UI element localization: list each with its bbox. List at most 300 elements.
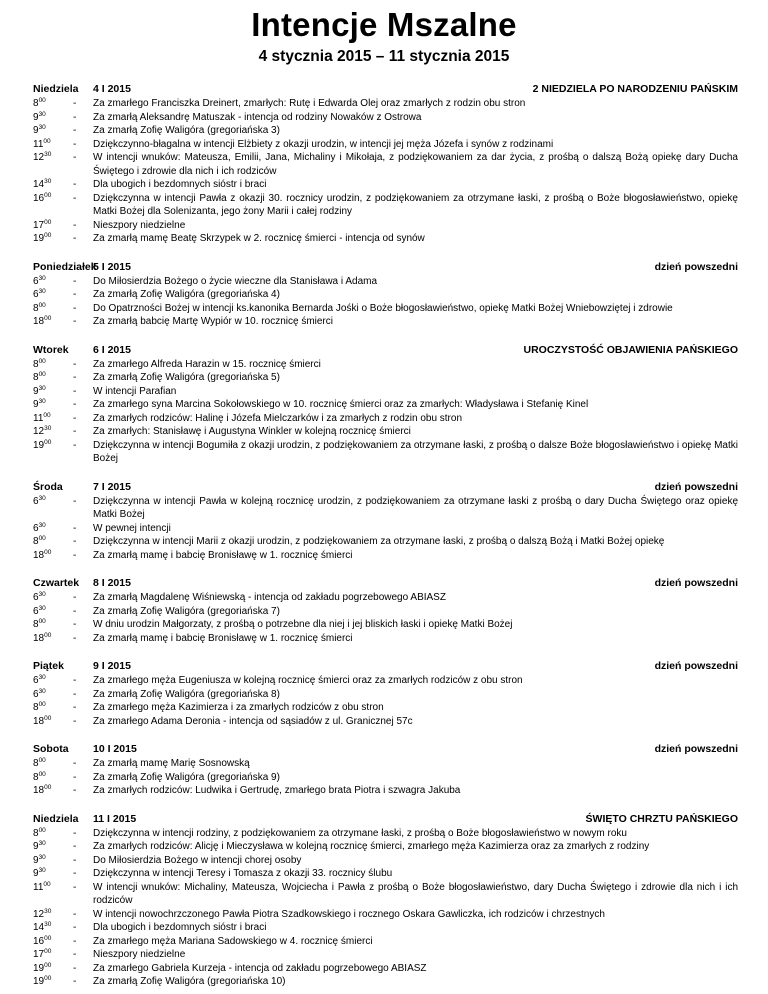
day-date: 5 I 2015: [93, 260, 131, 273]
dash-separator: -: [73, 275, 77, 287]
mass-intention: Dziękczynna w intencji Marii z okazji urodzin, z podziękowaniem za otrzymane łaski, z prośbą o dalszą Bożą i Matki Bożej opiekę: [93, 536, 665, 547]
dash-separator: -: [73, 179, 77, 190]
dash-separator: -: [73, 908, 77, 920]
mass-minutes: 00: [38, 357, 46, 365]
day-section: [33, 742, 738, 798]
mass-entry: [33, 975, 738, 989]
mass-intention: Za zmarłych: Stanisławę i Augustyna Winkler w kolejną rocznicę śmierci: [93, 426, 411, 437]
mass-hour: 6: [33, 675, 39, 686]
dash-separator: -: [73, 962, 77, 974]
mass-intention: Dziękczynna w intencji rodziny, z podziękowaniem za otrzymane łaski, z prośbą o Boże błogosławieństwo w nowym roku: [93, 827, 627, 839]
dash-separator: -: [73, 522, 77, 534]
mass-entry: [33, 715, 738, 729]
mass-time: [33, 302, 73, 316]
dash-separator: -: [73, 758, 77, 769]
mass-intention: Za zmarłą Zofię Waligóra (gregoriańska 8): [93, 688, 280, 700]
mass-entry: [33, 908, 738, 922]
dash-separator: -: [73, 316, 77, 327]
mass-time: [33, 935, 73, 949]
mass-minutes: 00: [38, 371, 46, 378]
mass-time: [33, 962, 73, 976]
mass-entry: [33, 688, 738, 702]
mass-time: [33, 605, 73, 619]
mass-intention: Dziękczynno-błagalna w intencji Elżbiety z okazji urodzin, w intencji jej męża Józefa i synów z rodzinami: [93, 138, 554, 150]
mass-intention: Za zmarłego męża Eugeniusza w kolejną rocznicę śmierci oraz za zmarłych rodziców z obu stron: [93, 675, 523, 686]
schedule: [33, 82, 738, 994]
mass-entry: [33, 97, 738, 111]
dash-separator: -: [73, 881, 77, 893]
mass-time: [33, 275, 73, 289]
mass-intention: Za zmarłą Aleksandrę Matuszak - intencja od rodziny Nowaków z Ostrowa: [93, 111, 422, 123]
mass-minutes: 30: [38, 521, 46, 529]
mass-hour: 8: [33, 619, 39, 630]
mass-time: [33, 881, 73, 895]
mass-hour: 9: [33, 125, 39, 136]
mass-hour: 12: [33, 152, 45, 163]
mass-minutes: 30: [44, 425, 52, 432]
mass-time: [33, 771, 73, 785]
dash-separator: -: [73, 219, 77, 231]
day-section: [33, 480, 738, 563]
mass-intention: Za zmarłego męża Mariana Sadowskiego w 4. rocznicę śmierci: [93, 935, 373, 947]
mass-time: [33, 674, 73, 688]
mass-entry: [33, 948, 738, 962]
mass-hour: 19: [33, 962, 45, 974]
mass-minutes: 00: [44, 315, 52, 322]
dash-separator: -: [73, 922, 77, 933]
page-title: Intencje Mszalne: [251, 6, 517, 43]
mass-time: [33, 412, 73, 426]
mass-hour: 11: [33, 412, 44, 424]
mass-time: [33, 151, 73, 165]
mass-hour: 12: [33, 908, 45, 920]
mass-intention: Do Miłosierdzia Bożego w intencji chorej osoby: [93, 854, 302, 866]
mass-minutes: 30: [38, 384, 46, 392]
mass-minutes: 00: [44, 961, 52, 969]
mass-entry: [33, 757, 738, 771]
mass-time: [33, 192, 73, 206]
day-section: [33, 812, 738, 989]
day-date: 9 I 2015: [93, 660, 131, 672]
day-header: [33, 343, 738, 358]
mass-time: [33, 688, 73, 702]
mass-hour: 6: [33, 605, 39, 617]
mass-entry: [33, 315, 738, 329]
dash-separator: -: [73, 302, 77, 314]
mass-intention: Dziękczynna w intencji Bogumiła z okazji urodzin, z podziękowaniem za otrzymane łaski, z prośbą o dalsze Boże błogosławieństwo i opiekę Matki Bożej: [93, 439, 738, 464]
liturgical-day: dzień powszedni: [654, 577, 738, 589]
dash-separator: -: [73, 192, 77, 204]
mass-intention: Dla ubogich i bezdomnych sióstr i braci: [93, 179, 267, 190]
dash-separator: -: [73, 688, 77, 700]
dash-separator: -: [73, 98, 77, 109]
dash-separator: -: [73, 702, 77, 713]
day-date: 7 I 2015: [93, 480, 131, 493]
dash-separator: -: [73, 399, 77, 410]
mass-time: [33, 784, 73, 798]
mass-time: [33, 854, 73, 868]
dash-separator: -: [73, 715, 77, 727]
mass-entry: [33, 385, 738, 399]
mass-intention: Za zmarłych rodziców: Halinę i Józefa Mielczarków i za zmarłych z rodzin obu stron: [93, 412, 463, 424]
dash-separator: -: [73, 841, 77, 852]
mass-entry: [33, 784, 738, 798]
mass-intention: Nieszpory niedzielne: [93, 949, 186, 960]
mass-entry: [33, 535, 738, 549]
dash-separator: -: [73, 854, 77, 866]
mass-hour: 19: [33, 233, 45, 244]
mass-intention: Dziękczynna w intencji Pawła w kolejną rocznicę urodzin, z podziękowaniem za otrzymane łaski z prośbą o dary Ducha Świętego oraz opiekę Matki Bożej: [93, 495, 738, 520]
mass-minutes: 30: [38, 398, 46, 405]
mass-time: [33, 975, 73, 989]
day-name: Środa: [33, 480, 63, 493]
dash-separator: -: [73, 358, 77, 370]
mass-entry: [33, 111, 738, 125]
dash-separator: -: [73, 935, 77, 947]
mass-time: [33, 701, 73, 715]
mass-minutes: 30: [38, 867, 46, 874]
mass-time: [33, 425, 73, 439]
mass-minutes: 00: [38, 757, 46, 764]
day-header: [33, 480, 738, 495]
mass-time: [33, 867, 73, 881]
mass-minutes: 30: [38, 687, 46, 695]
dash-separator: -: [73, 785, 77, 796]
mass-time: [33, 315, 73, 329]
day-name: Wtorek: [33, 343, 69, 356]
mass-hour: 6: [33, 592, 39, 603]
liturgical-day: dzień powszedni: [654, 660, 738, 672]
mass-hour: 8: [33, 536, 39, 547]
mass-entry: [33, 522, 738, 536]
day-date: 11 I 2015: [93, 812, 137, 825]
mass-intention: W intencji nowochrzczonego Pawła Piotra Szadkowskiego i rocznego Oskara Gawliczka, ich rodziców i chrzestnych: [93, 908, 605, 920]
mass-intention: Za zmarłą mamę i babcię Bronisławę w 1. rocznicę śmierci: [93, 632, 353, 644]
mass-entry: [33, 674, 738, 688]
day-header: [33, 576, 738, 591]
mass-time: [33, 618, 73, 632]
mass-time: [33, 111, 73, 125]
mass-minutes: 30: [38, 110, 46, 118]
mass-entry: [33, 288, 738, 302]
mass-hour: 17: [33, 219, 45, 231]
mass-entry: [33, 605, 738, 619]
mass-time: [33, 948, 73, 962]
mass-hour: 16: [33, 935, 45, 947]
day-header: [33, 82, 738, 97]
mass-entry: [33, 854, 738, 868]
mass-hour: 8: [33, 98, 39, 109]
mass-entry: [33, 398, 738, 412]
dash-separator: -: [73, 125, 77, 136]
day-date: 4 I 2015: [93, 83, 131, 95]
mass-hour: 8: [33, 372, 39, 383]
mass-intention: Za zmarłego Adama Deronia - intencja od sąsiadów z ul. Granicznej 57c: [93, 715, 413, 727]
mass-entry: [33, 549, 738, 563]
mass-hour: 19: [33, 439, 45, 451]
dash-separator: -: [73, 233, 77, 244]
mass-minutes: 00: [44, 218, 52, 226]
mass-hour: 6: [33, 495, 39, 507]
day-section: [33, 576, 738, 645]
mass-entry: [33, 921, 738, 935]
mass-hour: 18: [33, 632, 45, 644]
mass-time: [33, 757, 73, 771]
mass-hour: 8: [33, 702, 39, 713]
mass-intention: Za zmarłą Zofię Waligóra (gregoriańska 9): [93, 771, 280, 783]
mass-intention: W intencji Parafian: [93, 385, 177, 397]
mass-hour: 8: [33, 302, 39, 314]
mass-time: [33, 549, 73, 563]
mass-minutes: 00: [43, 880, 51, 888]
mass-entry: [33, 701, 738, 715]
liturgical-day: ŚWIĘTO CHRZTU PAŃSKIEGO: [585, 812, 738, 825]
mass-entry: [33, 151, 738, 178]
day-name: Niedziela: [33, 83, 79, 95]
mass-hour: 16: [33, 192, 45, 204]
mass-minutes: 30: [38, 840, 46, 847]
mass-intention: Za zmarłą Zofię Waligóra (gregoriańska 3): [93, 125, 280, 136]
mass-minutes: 30: [38, 494, 46, 502]
mass-time: [33, 840, 73, 854]
mass-minutes: 00: [43, 411, 51, 419]
dash-separator: -: [73, 619, 77, 630]
mass-entry: [33, 232, 738, 246]
mass-hour: 18: [33, 316, 45, 327]
day-section: [33, 343, 738, 466]
dash-separator: -: [73, 289, 77, 300]
mass-minutes: 00: [44, 948, 52, 955]
mass-intention: W intencji wnuków: Mateusza, Emilii, Jana, Michaliny i Mikołaja, z podziękowaniem za dar życia, z prośbą o dalszą Bożą opiekę dary Ducha Świętego i zdrowie dla nich i ich rodziców: [93, 152, 738, 177]
day-name: Niedziela: [33, 812, 79, 825]
mass-time: [33, 178, 73, 192]
mass-hour: 14: [33, 179, 45, 190]
mass-entry: [33, 771, 738, 785]
mass-minutes: 00: [38, 535, 46, 542]
mass-intention: Za zmarłą Zofię Waligóra (gregoriańska 5): [93, 372, 280, 383]
mass-minutes: 00: [44, 232, 52, 239]
day-name: Poniedziałek: [33, 260, 97, 273]
mass-intention: Za zmarłego Franciszka Dreinert, zmarłych: Rutę i Edwarda Olej oraz zmarłych z rodzin obu stron: [93, 98, 526, 109]
mass-hour: 18: [33, 549, 45, 561]
dash-separator: -: [73, 949, 77, 960]
liturgical-day: 2 NIEDZIELA PO NARODZENIU PAŃSKIM: [532, 83, 738, 95]
mass-intention: Za zmarłą Zofię Waligóra (gregoriańska 4): [93, 289, 280, 300]
dash-separator: -: [73, 976, 77, 987]
mass-time: [33, 358, 73, 372]
mass-minutes: 00: [44, 975, 52, 982]
day-name: Piątek: [33, 660, 64, 672]
mass-entry: [33, 219, 738, 233]
dash-separator: -: [73, 592, 77, 603]
dash-separator: -: [73, 152, 77, 163]
mass-intention: Do Miłosierdzia Bożego o życie wieczne dla Stanisława i Adama: [93, 275, 378, 287]
mass-time: [33, 921, 73, 935]
mass-time: [33, 827, 73, 841]
mass-time: [33, 398, 73, 412]
mass-entry: [33, 358, 738, 372]
mass-entry: [33, 178, 738, 192]
day-section: [33, 659, 738, 728]
day-header: [33, 260, 738, 275]
mass-hour: 8: [33, 827, 39, 839]
mass-intention: Za zmarłego Gabriela Kurzeja - intencja od zakładu pogrzebowego ABIASZ: [93, 962, 427, 974]
mass-intention: Do Opatrzności Bożej w intencji ks.kanonika Bernarda Jośki o Boże błogosławieństwo, opiekę Matki Bożej Wniebowziętej i zdrowie: [93, 302, 673, 314]
mass-intention: W dniu urodzin Małgorzaty, z prośbą o potrzebne dla niej i jej bliskich łaski i opiekę Matki Bożej: [93, 619, 513, 630]
mass-intention: Za zmarłą Zofię Waligóra (gregoriańska 10): [93, 976, 286, 987]
date-range: 4 stycznia 2015 – 11 stycznia 2015: [258, 48, 510, 65]
mass-time: [33, 138, 73, 152]
mass-minutes: 30: [38, 674, 46, 681]
mass-entry: [33, 302, 738, 316]
mass-minutes: 30: [44, 178, 52, 185]
mass-time: [33, 591, 73, 605]
mass-minutes: 30: [38, 124, 46, 131]
mass-hour: 8: [33, 771, 39, 783]
mass-hour: 9: [33, 399, 39, 410]
mass-hour: 9: [33, 868, 39, 879]
dash-separator: -: [73, 138, 77, 150]
mass-hour: 18: [33, 715, 45, 727]
mass-time: [33, 439, 73, 453]
day-header: [33, 659, 738, 674]
mass-entry: [33, 412, 738, 426]
mass-intention: Za zmarłego syna Marcina Sokołowskiego w 10. rocznicę śmierci oraz za zmarłych: Władysława i Stefanię Kinel: [93, 399, 589, 410]
mass-intention: W pewnej intencji: [93, 522, 171, 534]
mass-time: [33, 908, 73, 922]
day-name: Sobota: [33, 743, 69, 755]
mass-entry: [33, 495, 738, 522]
mass-hour: 8: [33, 358, 39, 370]
dash-separator: -: [73, 771, 77, 783]
mass-hour: 19: [33, 976, 45, 987]
dash-separator: -: [73, 868, 77, 879]
dash-separator: -: [73, 385, 77, 397]
mass-time: [33, 232, 73, 246]
mass-hour: 11: [33, 881, 44, 893]
dash-separator: -: [73, 412, 77, 424]
mass-entry: [33, 439, 738, 466]
mass-intention: Za zmarłą Zofię Waligóra (gregoriańska 7): [93, 605, 280, 617]
mass-intention: Za zmarłych rodziców: Ludwika i Gertrudę, zmarłego brata Piotra i szwagra Jakuba: [93, 785, 461, 796]
mass-minutes: 00: [44, 438, 52, 446]
mass-minutes: 00: [44, 191, 52, 199]
mass-hour: 18: [33, 785, 45, 796]
mass-minutes: 00: [44, 631, 52, 639]
mass-time: [33, 715, 73, 729]
mass-intention: Za zmarłą mamę Marię Sosnowską: [93, 758, 250, 769]
mass-minutes: 00: [44, 714, 52, 722]
dash-separator: -: [73, 536, 77, 547]
mass-entry: [33, 867, 738, 881]
day-header: [33, 812, 738, 827]
day-date: 8 I 2015: [93, 577, 131, 589]
mass-minutes: 30: [38, 604, 46, 612]
mass-hour: 6: [33, 688, 39, 700]
mass-time: [33, 632, 73, 646]
mass-entry: [33, 591, 738, 605]
mass-hour: 6: [33, 275, 39, 287]
day-date: 10 I 2015: [93, 743, 137, 755]
mass-minutes: 00: [38, 701, 46, 708]
mass-entry: [33, 275, 738, 289]
day-date: 6 I 2015: [93, 343, 131, 356]
mass-hour: 11: [33, 138, 44, 150]
mass-minutes: 30: [38, 853, 46, 861]
mass-minutes: 30: [38, 274, 46, 282]
mass-minutes: 30: [44, 921, 52, 928]
mass-intention: Dla ubogich i bezdomnych sióstr i braci: [93, 922, 267, 933]
mass-hour: 9: [33, 111, 39, 123]
mass-time: [33, 495, 73, 509]
mass-entry: [33, 124, 738, 138]
dash-separator: -: [73, 605, 77, 617]
mass-intention: W intencji wnuków: Michaliny, Mateusza, Wojciecha i Pawła z prośbą o Boże błogosławieństwo, dary Ducha Świętego i zdrowie dla nich i ich rodziców: [93, 881, 738, 906]
mass-minutes: 30: [38, 591, 46, 598]
mass-intention: Za zmarłą babcię Martę Wypiór w 10. rocznicę śmierci: [93, 316, 333, 327]
mass-entry: [33, 425, 738, 439]
dash-separator: -: [73, 495, 77, 507]
mass-time: [33, 535, 73, 549]
mass-entry: [33, 840, 738, 854]
dash-separator: -: [73, 632, 77, 644]
mass-hour: 6: [33, 522, 39, 534]
mass-time: [33, 124, 73, 138]
mass-entry: [33, 192, 738, 219]
dash-separator: -: [73, 827, 77, 839]
dash-separator: -: [73, 439, 77, 451]
mass-hour: 9: [33, 854, 39, 866]
mass-hour: 6: [33, 289, 39, 300]
mass-entry: [33, 935, 738, 949]
dash-separator: -: [73, 372, 77, 383]
mass-entry: [33, 881, 738, 908]
liturgical-day: UROCZYSTOŚĆ OBJAWIENIA PAŃSKIEGO: [523, 343, 738, 356]
mass-minutes: 30: [44, 151, 52, 158]
mass-entry: [33, 618, 738, 632]
mass-minutes: 30: [44, 907, 52, 915]
mass-entry: [33, 138, 738, 152]
mass-entry: [33, 371, 738, 385]
mass-entry: [33, 962, 738, 976]
mass-hour: 8: [33, 758, 39, 769]
mass-entry: [33, 632, 738, 646]
day-name: Czwartek: [33, 577, 80, 589]
mass-minutes: 00: [43, 137, 51, 145]
mass-minutes: 00: [38, 97, 46, 104]
mass-minutes: 00: [44, 934, 52, 942]
mass-minutes: 00: [38, 618, 46, 625]
mass-time: [33, 522, 73, 536]
liturgical-day: dzień powszedni: [654, 260, 738, 273]
mass-hour: 14: [33, 922, 45, 933]
mass-time: [33, 385, 73, 399]
mass-time: [33, 371, 73, 385]
dash-separator: -: [73, 675, 77, 686]
mass-intention: Dziękczynna w intencji Pawła z okazji 30. rocznicy urodzin, z podziękowaniem za otrzymane łaski, z prośbą o Boże błogosławieństwo, opiekę Matki Bożej dla Solenizanta, jego żony Marii i całej rodziny: [93, 192, 738, 217]
mass-time: [33, 97, 73, 111]
dash-separator: -: [73, 549, 77, 561]
mass-time: [33, 288, 73, 302]
day-section: [33, 82, 738, 246]
dash-separator: -: [73, 111, 77, 123]
mass-hour: 17: [33, 949, 45, 960]
mass-intention: Za zmarłą mamę Beatę Skrzypek w 2. rocznicę śmierci - intencja od synów: [93, 233, 425, 244]
mass-minutes: 30: [38, 288, 46, 295]
mass-minutes: 00: [44, 548, 52, 556]
day-header: [33, 742, 738, 757]
mass-intention: Za zmarłych rodziców: Alicję i Mieczysława w kolejną rocznicę śmierci, zmarłego męża Kazimierza oraz za zmarłych z rodziny: [93, 841, 650, 852]
